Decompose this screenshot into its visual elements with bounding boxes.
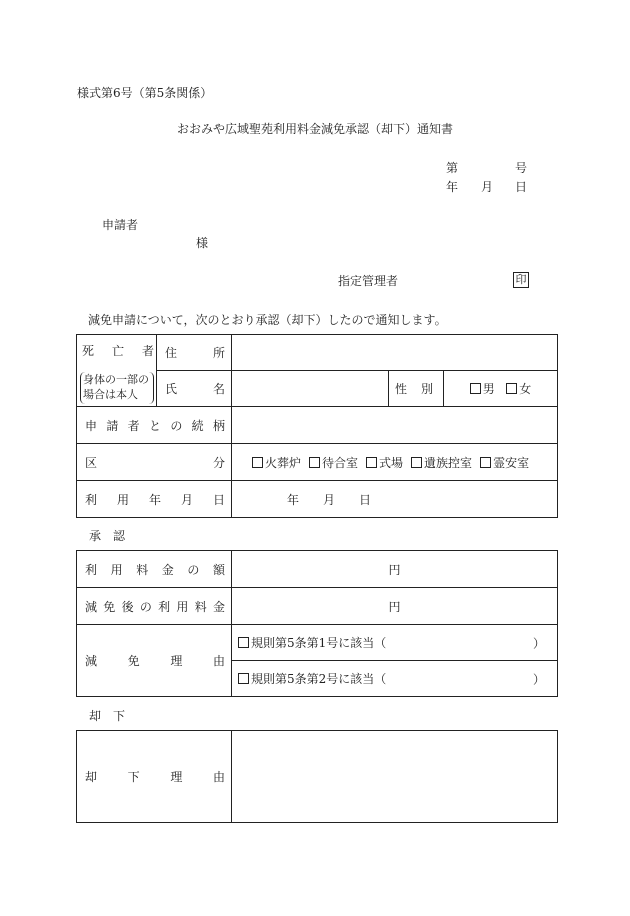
- reason-option-2[interactable]: [232, 661, 558, 697]
- honorific: 様: [196, 236, 209, 250]
- usage-year: 年: [287, 492, 300, 507]
- applicant-label: 申請者: [102, 218, 139, 232]
- reason-2-text: 規則第5条第2号に該当（: [251, 672, 387, 686]
- category-option-family-room[interactable]: 遺族控室: [411, 456, 472, 470]
- category-option-mortuary[interactable]: 霊安室: [480, 456, 529, 470]
- application-table: [76, 334, 558, 518]
- document-title: おおみや広域聖苑利用料金減免承認（却下）通知書: [176, 122, 453, 136]
- category-option-cremation[interactable]: 火葬炉: [252, 456, 301, 470]
- gender-male-option[interactable]: 男: [470, 382, 495, 396]
- reason-1-paren: ）: [532, 636, 545, 650]
- deceased-label: 死 亡 者: [82, 344, 154, 358]
- intro-text: 減免申請について，次のとおり承認（却下）したので通知します。: [88, 313, 447, 327]
- category-option-waiting-room[interactable]: 待合室: [309, 456, 358, 470]
- rejection-section-label: 却 下: [89, 709, 126, 723]
- rejection-reason-field[interactable]: [232, 731, 558, 823]
- reason-option-1[interactable]: [232, 625, 558, 661]
- category-options: [232, 444, 558, 481]
- name-field[interactable]: [232, 371, 389, 407]
- date-month: 月: [481, 180, 494, 194]
- relation-field[interactable]: [232, 407, 558, 444]
- checkbox-icon[interactable]: [470, 383, 481, 394]
- manager-label: 指定管理者: [338, 274, 399, 288]
- checkbox-icon[interactable]: [238, 673, 249, 684]
- gender-label: 性別: [389, 371, 444, 407]
- category-label: 区分: [77, 444, 232, 481]
- seal-mark: 印: [513, 272, 529, 288]
- address-field[interactable]: [232, 335, 558, 371]
- gender-female-option[interactable]: 女: [506, 382, 531, 396]
- reason-1-text: 規則第5条第1号に該当（: [251, 636, 387, 650]
- fee-unit: 円: [388, 562, 401, 577]
- rejection-reason-label: 却下理由: [77, 731, 232, 823]
- checkbox-icon[interactable]: [480, 457, 491, 468]
- form-number: 様式第6号（第5条関係）: [77, 86, 213, 100]
- after-fee-label: 減免後の利用料金: [77, 588, 232, 625]
- usage-date-field[interactable]: [232, 481, 558, 518]
- rejection-table: [76, 730, 558, 823]
- approval-table: [76, 550, 558, 697]
- body-part-note-line1: 身体の一部の: [83, 373, 149, 386]
- checkbox-icon[interactable]: [506, 383, 517, 394]
- fee-label: 利用料金の額: [77, 551, 232, 588]
- approval-section-label: 承 認: [89, 529, 126, 543]
- after-fee-unit: 円: [388, 599, 401, 614]
- after-fee-field[interactable]: [232, 588, 558, 625]
- checkbox-icon[interactable]: [309, 457, 320, 468]
- checkbox-icon[interactable]: [366, 457, 377, 468]
- category-option-hall[interactable]: 式場: [366, 456, 403, 470]
- address-label: 住所: [157, 335, 232, 371]
- name-label: 氏名: [157, 371, 232, 407]
- body-part-note: [80, 372, 154, 404]
- reduction-reason-label: 減免理由: [77, 625, 232, 697]
- number-label: 第: [446, 161, 459, 175]
- usage-date-label: 利用年月日: [77, 481, 232, 518]
- usage-day: 日: [359, 492, 372, 507]
- date-year: 年: [446, 180, 459, 194]
- fee-field[interactable]: [232, 551, 558, 588]
- date-day: 日: [515, 180, 528, 194]
- body-part-note-line2: 場合は本人: [83, 388, 138, 401]
- relation-label: 申請者との続柄: [77, 407, 232, 444]
- deceased-cell: [77, 335, 157, 407]
- checkbox-icon[interactable]: [252, 457, 263, 468]
- gender-options: [444, 371, 558, 407]
- checkbox-icon[interactable]: [411, 457, 422, 468]
- number-suffix: 号: [515, 161, 528, 175]
- usage-month: 月: [323, 492, 336, 507]
- checkbox-icon[interactable]: [238, 637, 249, 648]
- reason-2-paren: ）: [532, 672, 545, 686]
